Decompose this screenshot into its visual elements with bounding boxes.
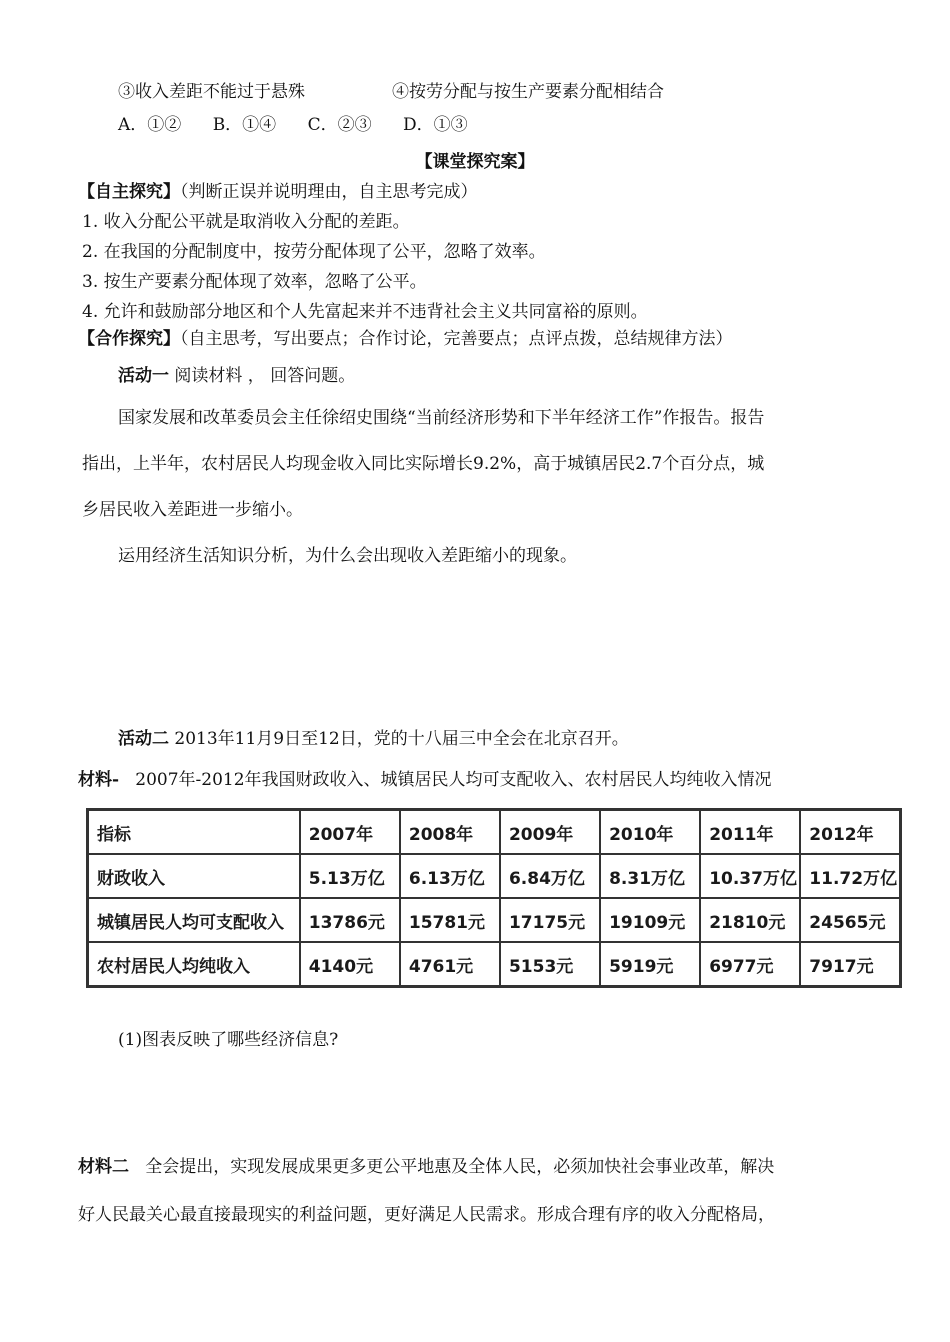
table-cell: 6.84万亿 (500, 854, 600, 898)
self-inquiry-item: 1. 收入分配公平就是取消收入分配的差距。 (82, 212, 410, 232)
table-cell: 15781元 (400, 898, 500, 942)
choice-d: D．①③ (403, 115, 468, 135)
table-header-cell: 2008年 (400, 810, 500, 855)
activity1-question: 运用经济生活知识分析，为什么会出现收入差距缩小的现象。 (118, 546, 577, 566)
material2-text-line: 好人民最关心最直接最现实的利益问题，更好满足人民需求。形成合理有序的收入分配格局， (78, 1205, 775, 1225)
table-row (88, 898, 901, 942)
table-row (88, 854, 901, 898)
activity1-intro: 阅读材料 ， 回答问题。 (174, 366, 356, 386)
table-cell: 17175元 (500, 898, 600, 942)
activity1-paragraph-line: 乡居民收入差距进一步缩小。 (82, 500, 303, 520)
table-header-row (88, 810, 901, 855)
choice-b: B．①④ (212, 115, 277, 135)
table-cell: 24565元 (800, 898, 900, 942)
material2-line (78, 1155, 774, 1179)
table-cell: 8.31万亿 (600, 854, 700, 898)
table-cell: 城镇居民人均可支配收入 (88, 898, 300, 942)
table-cell: 19109元 (600, 898, 700, 942)
self-inquiry-note: （判断正误并说明理由，自主思考完成） (180, 182, 478, 202)
table-header-cell: 2007年 (300, 810, 400, 855)
choice-c: C．②③ (307, 115, 372, 135)
table-cell: 5153元 (500, 942, 600, 987)
table-cell: 5919元 (600, 942, 700, 987)
section-title: 【课堂探究案】 (415, 152, 535, 172)
table-cell: 4140元 (300, 942, 400, 987)
material2-label: 材料二 (78, 1157, 129, 1177)
material1-line (78, 768, 772, 792)
self-inquiry-item: 2. 在我国的分配制度中，按劳分配体现了公平，忽略了效率。 (82, 242, 546, 262)
table-cell: 10.37万亿 (700, 854, 800, 898)
activity2-line (118, 727, 629, 751)
material1-title: 2007年-2012年我国财政收入、城镇居民人均可支配收入、农村居民人均纯收入情况 (135, 770, 772, 790)
choice-a: A．①② (118, 115, 182, 135)
activity2-intro: 2013年11月9日至12日，党的十八届三中全会在北京召开。 (174, 729, 629, 749)
activity1-paragraph-line: 指出，上半年，农村居民人均现金收入同比实际增长9.2%，高于城镇居民2.7个百分点，城 (82, 454, 765, 474)
table-header-cell: 2011年 (700, 810, 800, 855)
table-cell: 农村居民人均纯收入 (88, 942, 300, 987)
table-cell: 13786元 (300, 898, 400, 942)
table-cell: 6.13万亿 (400, 854, 500, 898)
coop-inquiry-header (78, 327, 733, 351)
table-cell: 5.13万亿 (300, 854, 400, 898)
self-inquiry-heading: 【自主探究】 (78, 182, 180, 202)
activity1-label: 活动一 (118, 366, 169, 386)
self-inquiry-item: 4. 允许和鼓励部分地区和个人先富起来并不违背社会主义共同富裕的原则。 (82, 302, 648, 322)
table-cell: 21810元 (700, 898, 800, 942)
option-3: ③收入差距不能过于悬殊 (118, 82, 305, 102)
activity1-line (118, 364, 355, 388)
material2-text-line: 全会提出，实现发展成果更多更公平地惠及全体人民，必须加快社会事业改革，解决 (145, 1157, 775, 1177)
table-cell: 6977元 (700, 942, 800, 987)
income-table (86, 808, 902, 988)
table-cell: 7917元 (800, 942, 900, 987)
activity1-paragraph-line: 国家发展和改革委员会主任徐绍史围绕“当前经济形势和下半年经济工作”作报告。报告 (118, 408, 765, 428)
material1-label: 材料- (78, 770, 120, 790)
table-header-cell: 指标 (88, 810, 300, 855)
table-header-cell: 2009年 (500, 810, 600, 855)
table-cell: 4761元 (400, 942, 500, 987)
table-header-cell: 2012年 (800, 810, 900, 855)
answer-choices (118, 113, 494, 137)
table-cell: 11.72万亿 (800, 854, 900, 898)
self-inquiry-item: 3. 按生产要素分配体现了效率，忽略了公平。 (82, 272, 427, 292)
self-inquiry-header (78, 180, 478, 204)
coop-inquiry-note: （自主思考，写出要点；合作讨论，完善要点；点评点拨，总结规律方法） (180, 329, 733, 349)
table-header-cell: 2010年 (600, 810, 700, 855)
activity2-question1: (1)图表反映了哪些经济信息? (118, 1030, 339, 1050)
table-cell: 财政收入 (88, 854, 300, 898)
activity2-label: 活动二 (118, 729, 169, 749)
table-row (88, 942, 901, 987)
option-4: ④按劳分配与按生产要素分配相结合 (392, 82, 664, 102)
coop-inquiry-heading: 【合作探究】 (78, 329, 180, 349)
